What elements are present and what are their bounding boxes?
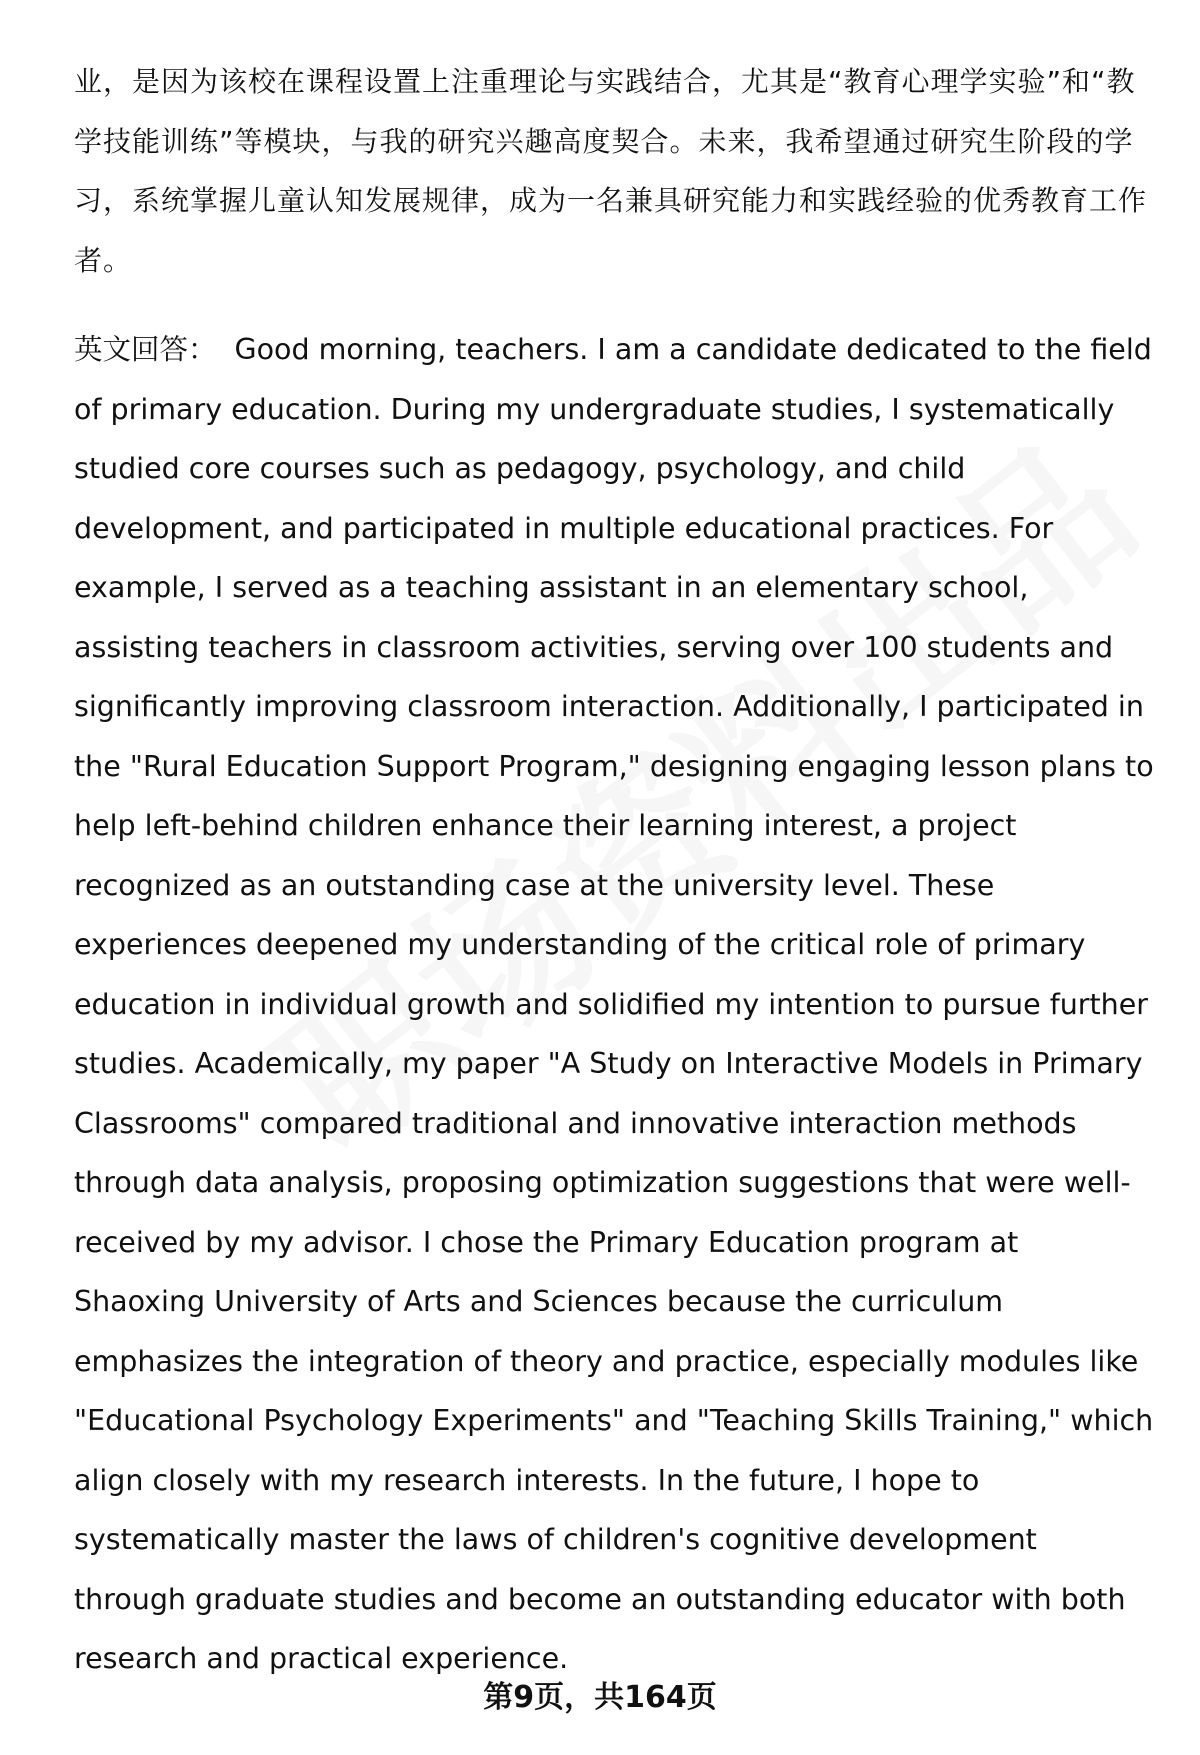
english-answer-text: Good morning, teachers. I am a candidate dedicated to the field of primary education. During my undergraduate studies, I systematically studied core courses such as pedagogy, psychology, and child development, and participated in multiple educational practices. For example, I served as a teaching assistant in an elementary school, assisting teachers in classroom activities, serving over 100 students and significantly improving classroom interaction. Additionally, I participated in the "Rural Education Support Program," designing engaging lesson plans to help left-behind children enhance their learning interest, a project recognized as an outstanding case at the university level. These experiences deepened my understanding of the critical role of primary education in individual growth and solidified my intention to pursue further studies. Academically, my paper "A Study on Interactive Models in Primary Classrooms" compared traditional and innovative interaction methods through data analysis, proposing optimization suggestions that were well-received by my advisor. I chose the Primary Education program at Shaoxing University of Arts and Sciences because the curriculum emphasizes the integration of theory and practice, especially modules like "Educational Psychology Experiments" and "Teaching Skills Training," which align closely with my research interests. In the future, I hope to systematically master the laws of children's cognitive development through graduate studies and become an outstanding educator with both research and practical experience. — [74, 333, 1154, 1675]
page-number: 第9页，共164页 — [483, 1680, 717, 1715]
english-answer-paragraph — [74, 320, 1154, 1689]
page-content — [74, 52, 1154, 1689]
english-answer-label: 英文回答： — [74, 333, 217, 366]
chinese-answer-paragraph: 业，是因为该校在课程设置上注重理论与实践结合，尤其是“教育心理学实验”和“教学技能训练”等模块，与我的研究兴趣高度契合。未来，我希望通过研究生阶段的学习，系统掌握儿童认知发展规律，成为一名兼具研究能力和实践经验的优秀教育工作者。 — [74, 65, 1148, 277]
